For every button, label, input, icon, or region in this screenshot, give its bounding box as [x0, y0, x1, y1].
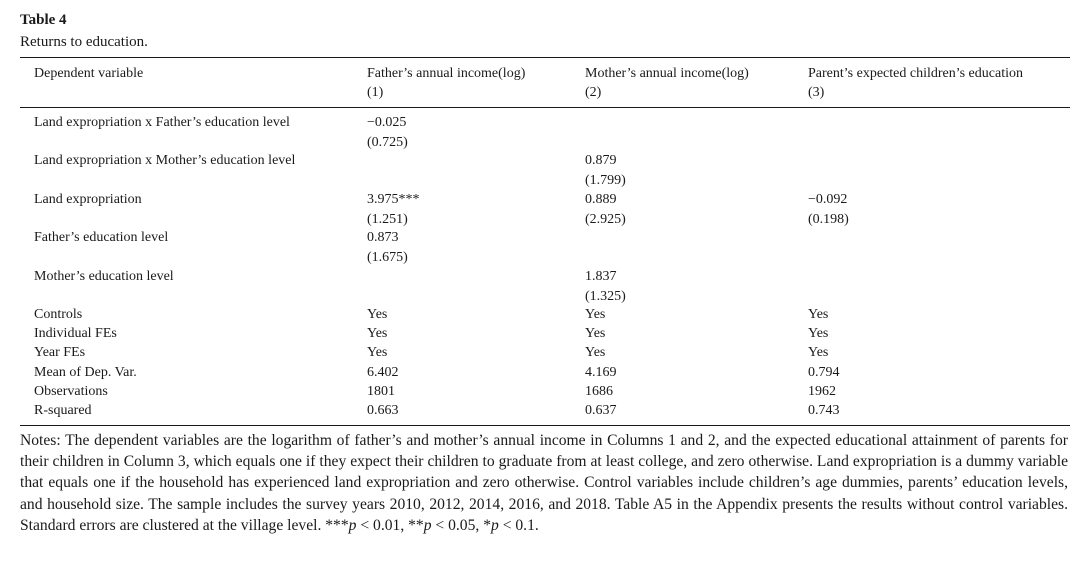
row-label: Controls [34, 307, 83, 322]
table-notes [20, 430, 1068, 536]
table-cell-value: 1962 [808, 384, 836, 399]
table-cell-value: 0.873 [367, 230, 399, 245]
table-title: Table 4 [20, 12, 67, 28]
column-header-2 [585, 64, 749, 102]
table-cell-value: 3.975*** [367, 192, 420, 207]
row-label: Mean of Dep. Var. [34, 365, 137, 380]
column-header-3-label: Parent’s expected children’s education [808, 66, 1023, 81]
table-cell-value: Yes [367, 345, 388, 360]
row-label: Mother’s education level [34, 269, 174, 284]
table-cell-value: −0.092 [808, 192, 848, 207]
table-caption: Returns to education. [20, 34, 148, 50]
table-cell-value: 6.402 [367, 365, 399, 380]
row-label: R-squared [34, 403, 92, 418]
table-cell-std-error: (1.675) [367, 249, 408, 265]
table-cell-value: Yes [585, 307, 606, 322]
column-header-2-number: (2) [585, 85, 602, 100]
row-label: Observations [34, 384, 108, 399]
table-cell-value: 4.169 [585, 365, 617, 380]
table-cell-value: 0.637 [585, 403, 617, 418]
table-cell-std-error: (1.799) [585, 172, 626, 188]
table-cell-value: 0.889 [585, 192, 617, 207]
table-cell-value: 1801 [367, 384, 395, 399]
row-label: Year FEs [34, 345, 86, 360]
column-header-1-label: Father’s annual income(log) [367, 66, 526, 81]
stub-header: Dependent variable [34, 66, 144, 81]
notes-text: < 0.1. [498, 516, 539, 534]
table-cell-value: 1686 [585, 384, 613, 399]
table-cell-value: Yes [367, 326, 388, 341]
table-cell-value: Yes [585, 345, 606, 360]
table-cell-std-error: (2.925) [585, 211, 626, 227]
notes-text: < 0.01, ** [356, 516, 424, 534]
table-cell-value: 0.663 [367, 403, 399, 418]
row-label: Land expropriation x Mother’s education level [34, 153, 296, 168]
table-top-rule [20, 57, 1070, 58]
row-label: Land expropriation [34, 192, 142, 207]
table-header-rule [20, 107, 1070, 108]
table-cell-value: Yes [585, 326, 606, 341]
table-cell-value: 1.837 [585, 269, 617, 284]
notes-p-symbol: p [348, 516, 357, 534]
column-header-1 [367, 64, 525, 102]
notes-p-symbol: p [423, 516, 432, 534]
table-cell-value: Yes [367, 307, 388, 322]
table-cell-value: 0.743 [808, 403, 840, 418]
table-cell-std-error: (0.198) [808, 211, 849, 227]
row-label: Father’s education level [34, 230, 169, 245]
table-cell-std-error: (0.725) [367, 134, 408, 150]
table-cell-value: −0.025 [367, 115, 407, 130]
table-cell-std-error: (1.325) [585, 288, 626, 304]
column-header-1-number: (1) [367, 85, 384, 100]
table-cell-value: Yes [808, 345, 829, 360]
notes-text: Notes: The dependent variables are the logarithm of father’s and mother’s annual income in Columns 1 and 2, and the expected educational attainment of parents for their children in Column 3, which equals one if they expect their children to graduate from at least college, and zero otherwise. Land expropriation is a dummy variable that equals one if the household has experienced land expropriation and zero otherwise. Control variables include children’s age dummies, parents’ education levels, and household size. The sample includes the survey years 2010, 2012, 2014, 2016, and 2018. Table A5 in the Appendix presents the results without control variables. Standard errors are clustered at the village level. *** [20, 432, 1068, 534]
table-cell-std-error: (1.251) [367, 211, 408, 227]
table-cell-value: 0.794 [808, 365, 840, 380]
table-cell-value: Yes [808, 307, 829, 322]
notes-p-symbol: p [491, 516, 499, 534]
row-label: Land expropriation x Father’s education level [34, 115, 290, 130]
table-cell-value: 0.879 [585, 153, 617, 168]
row-label: Individual FEs [34, 326, 117, 341]
column-header-3 [808, 64, 1023, 102]
table-cell-value: Yes [808, 326, 829, 341]
column-header-3-number: (3) [808, 85, 825, 100]
table-bottom-rule [20, 425, 1070, 426]
notes-text: < 0.05, * [431, 516, 491, 534]
column-header-2-label: Mother’s annual income(log) [585, 66, 749, 81]
